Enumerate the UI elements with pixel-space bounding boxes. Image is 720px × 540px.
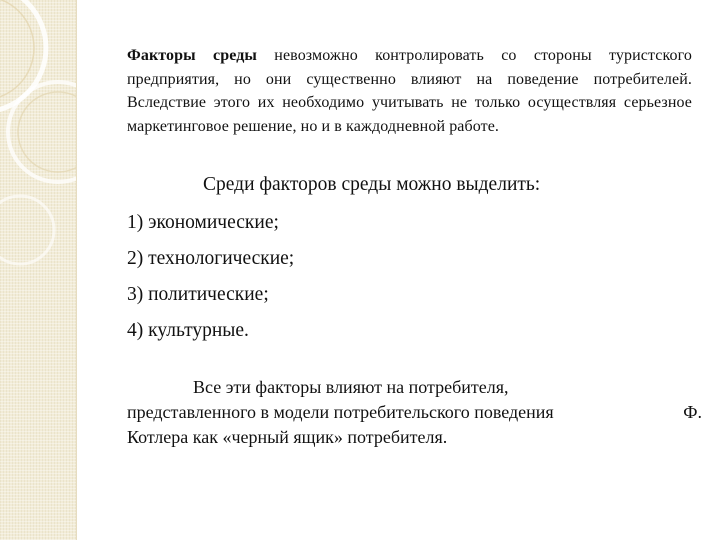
paragraph2-line: Котлера как «черный ящик» потребителя. (127, 427, 448, 447)
paragraph2-line-main: представленного в модели потребительского поведения (127, 402, 554, 422)
decorative-sidebar (0, 0, 77, 540)
list-item: 2) технологические; (127, 248, 295, 269)
list-item: 1) экономические; (127, 212, 279, 233)
paragraph1-line: туристского предприятия, но они существенно влияют на (127, 47, 692, 88)
paragraph2-line-end: Ф. (683, 402, 702, 422)
paragraph1-line: невозможно контролировать со стороны (274, 47, 592, 64)
list-item: 4) культурные. (127, 320, 249, 341)
ornament-circles-icon (0, 0, 76, 540)
paragraph2-line: Все эти факторы влияют на потребителя, (193, 377, 509, 397)
paragraph1-line: решение, но и в каждодневной работе. (233, 117, 500, 135)
list-item: 3) политические; (127, 284, 269, 305)
bold-lead-term: Факторы среды (127, 47, 257, 64)
paragraph2-line-justified (127, 400, 702, 425)
factors-intro: Среди факторов среды можно выделить: (203, 174, 541, 195)
factors-list (127, 208, 294, 352)
paragraph-environment-factors (127, 44, 692, 138)
paragraph-black-box (127, 375, 702, 450)
paragraph1-line: поведение потребителей. Вследствие этого их необходимо (127, 70, 692, 111)
paragraph1-line: учитывать не только осуществляя серьезное маркетинговое (127, 94, 692, 135)
